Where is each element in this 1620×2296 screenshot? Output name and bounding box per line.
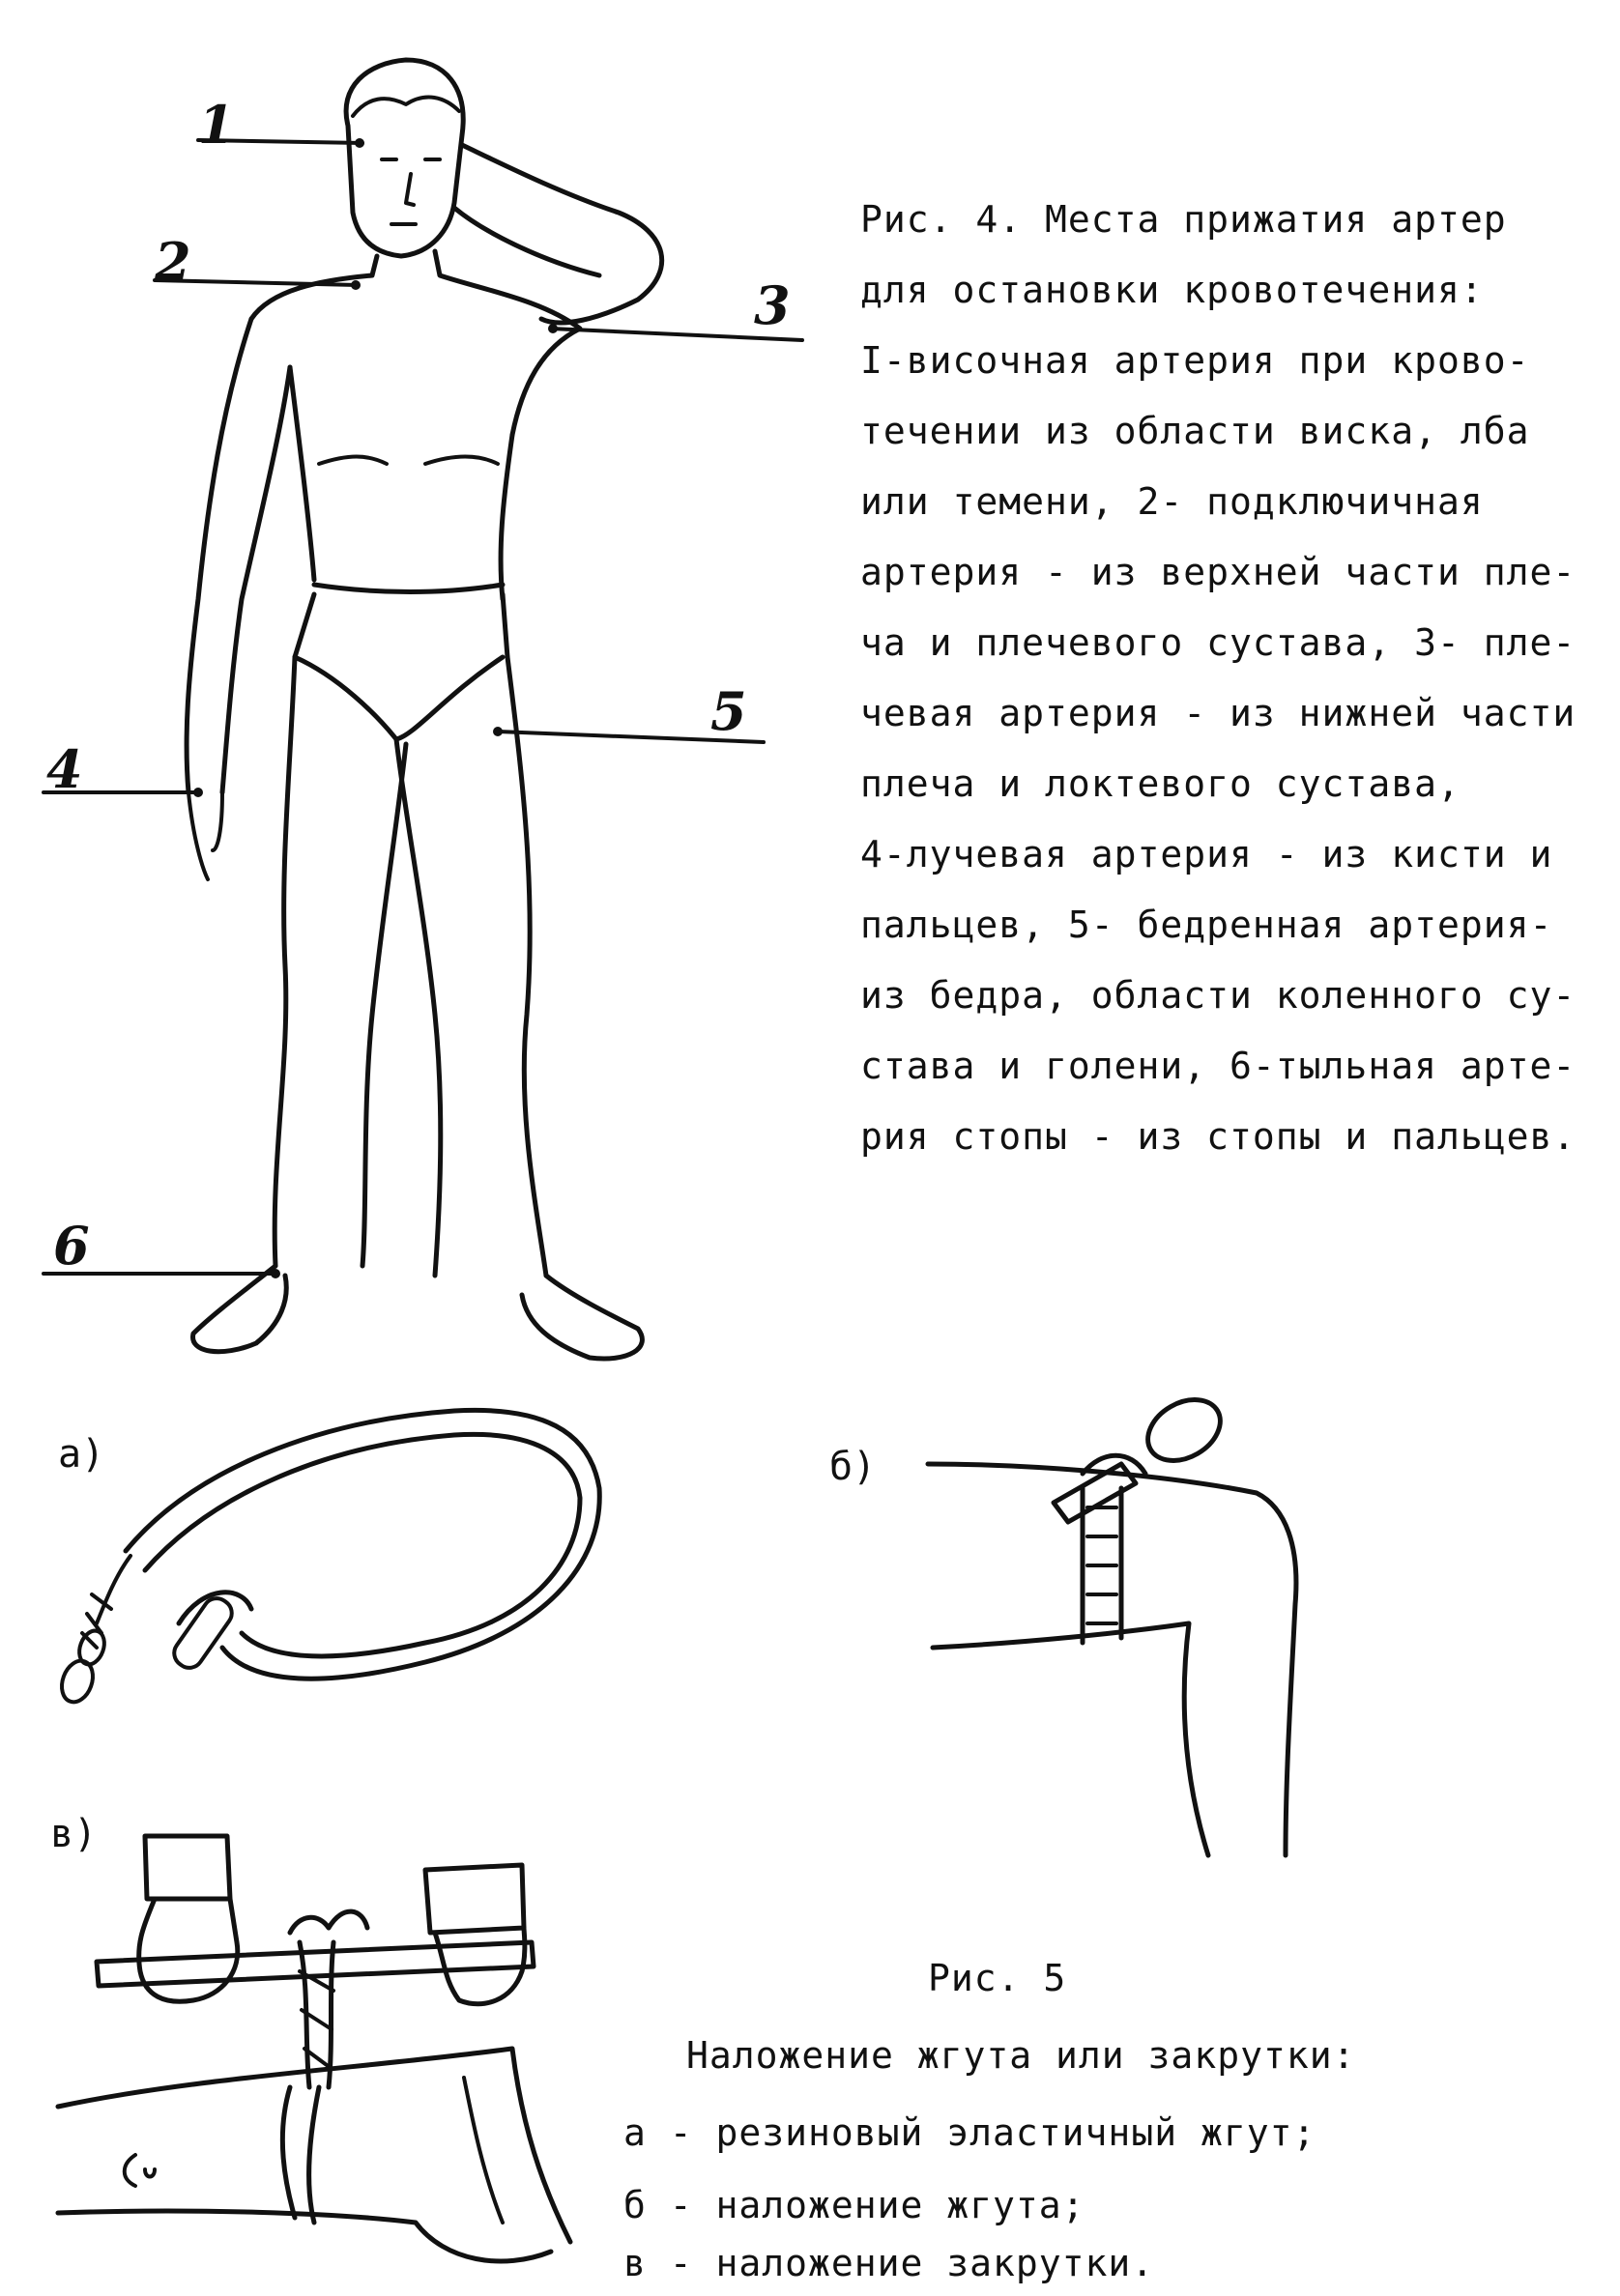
label-5: 5	[710, 680, 747, 742]
caption4-line: плеча и локтевого сустава,	[860, 762, 1461, 805]
sublabel-b: б)	[829, 1445, 877, 1489]
caption5-line: а - резиновый эластичный жгут;	[623, 2111, 1316, 2154]
caption4-line: 4-лучевая артерия - из кисти и	[860, 833, 1553, 875]
pointer-lines	[43, 138, 802, 1278]
label-6: 6	[53, 1215, 90, 1277]
label-3: 3	[754, 274, 791, 336]
point-labels	[46, 94, 791, 1277]
caption4-line: Рис. 4. Места прижатия артер	[860, 198, 1507, 241]
tourniquet-drawing	[56, 1410, 599, 1706]
caption4-line: I-височная артерия при крово-	[860, 339, 1530, 382]
caption4-line: артерия - из верхней части пле-	[860, 551, 1577, 593]
caption4-line: или темени, 2- подключичная	[860, 480, 1484, 523]
caption4-line: из бедра, области коленного су-	[860, 974, 1577, 1017]
caption4-line: става и голени, 6-тыльная арте-	[860, 1045, 1577, 1087]
caption4-line: для остановки кровотечения:	[860, 269, 1484, 311]
caption5-line: б - наложение жгута;	[623, 2184, 1085, 2226]
caption4-line: ча и плечевого сустава, 3- пле-	[860, 621, 1577, 664]
label-2: 2	[155, 231, 191, 293]
caption4-line: течении из области виска, лба	[860, 410, 1530, 452]
sublabel-a: а)	[58, 1432, 105, 1477]
arm-tourniquet-drawing	[928, 1388, 1296, 1855]
figure5-title: Рис. 5	[928, 1957, 1067, 1999]
caption5-line: Наложение жгута или закрутки:	[686, 2034, 1356, 2077]
caption4-line: пальцев, 5- бедренная артерия-	[860, 904, 1553, 946]
caption4-line: рия стопы - из стопы и пальцев.	[860, 1115, 1577, 1158]
caption5-line: в - наложение закрутки.	[623, 2242, 1155, 2284]
body-figure	[187, 60, 662, 1359]
label-1: 1	[198, 94, 235, 156]
twist-drawing	[58, 1836, 570, 2261]
sublabel-v: в)	[50, 1812, 98, 1856]
caption4-line: чевая артерия - из нижней части	[860, 692, 1577, 734]
label-4: 4	[46, 738, 83, 800]
